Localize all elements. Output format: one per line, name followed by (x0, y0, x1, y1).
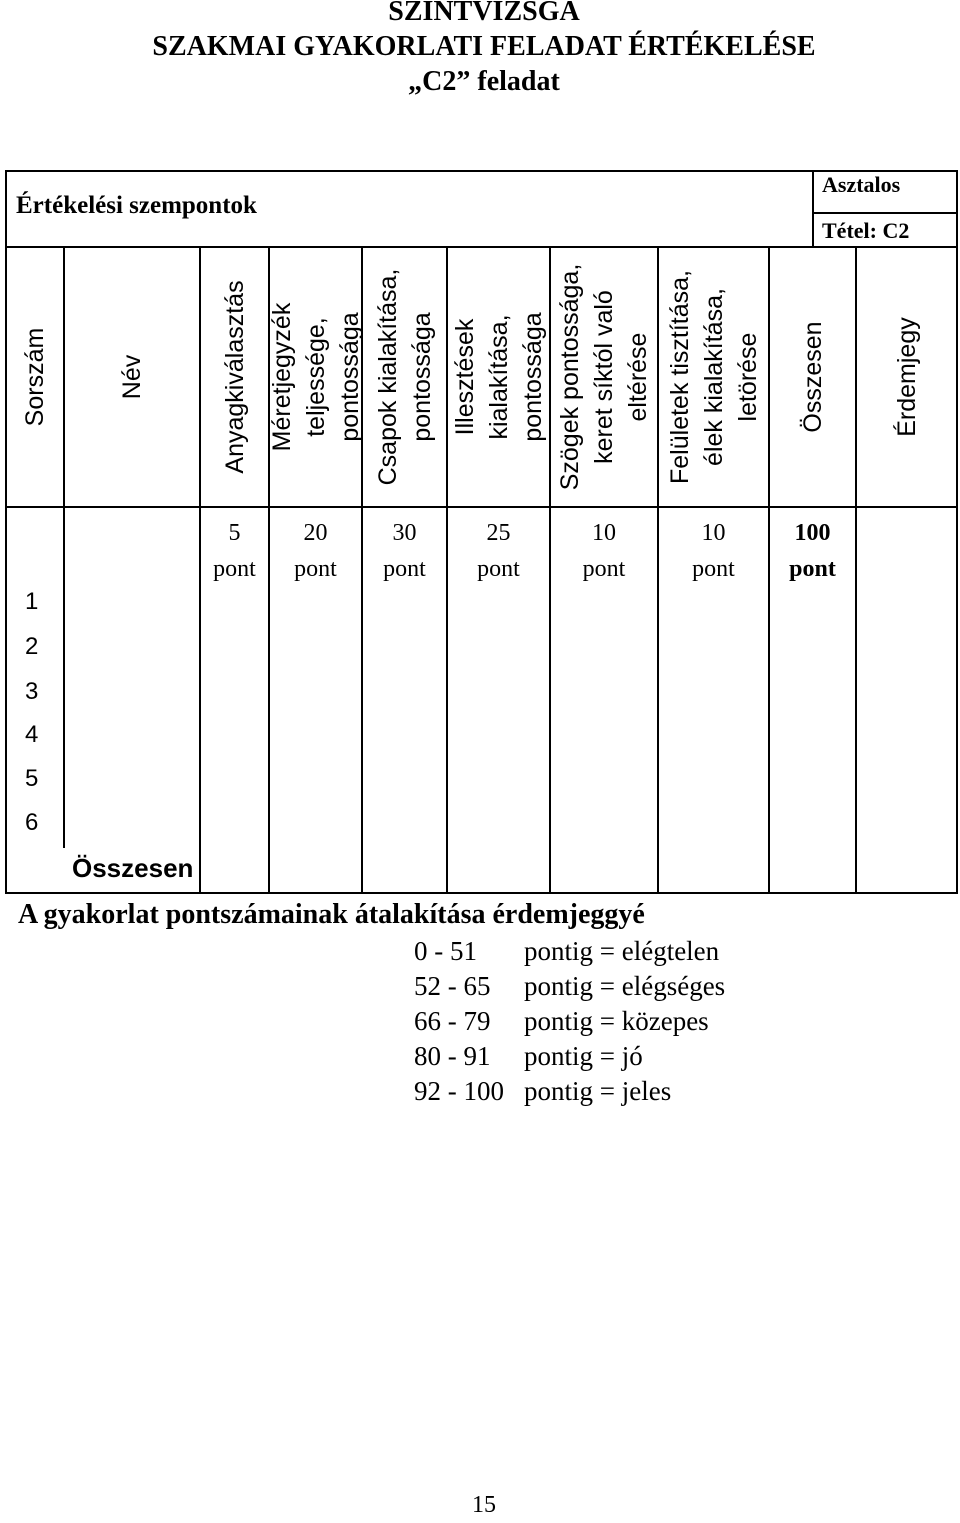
points-total: 100 pont (789, 520, 836, 582)
row-number: 1 (25, 588, 39, 615)
grade-text: pontig = jó (524, 1041, 643, 1071)
grade-line (414, 1006, 709, 1037)
grade-line (414, 971, 725, 1002)
grade-text: pontig = elégtelen (524, 936, 720, 966)
doc-title-line3: „C2” feladat (408, 66, 560, 97)
grade-range: 66 - 79 (414, 1006, 491, 1036)
grade-text: pontig = jeles (524, 1076, 672, 1106)
grade-line (414, 1076, 671, 1107)
column-header-nev: Név (118, 354, 146, 400)
row-number: 6 (25, 809, 39, 836)
grade-text: pontig = elégséges (524, 971, 726, 1001)
points-csapok: 30 pont (383, 520, 426, 582)
grade-range: 80 - 91 (414, 1041, 491, 1071)
points-szogek: 10 pont (582, 520, 626, 582)
column-header-meretjegyzek: Méretjegyzék teljessége, pontossága (267, 302, 364, 452)
column-header-feluletek: Felületek tisztítása, élek kialakítása, letörése (665, 270, 762, 484)
conversion-title: A gyakorlat pontszámainak átalakítása érdemjeggyé (18, 899, 645, 930)
doc-title-line2: SZAKMAI GYAKORLATI FELADAT ÉRTÉKELÉSE (152, 31, 816, 62)
row-number: 3 (25, 678, 39, 705)
row-number: 5 (25, 765, 39, 792)
row-number: 2 (25, 633, 39, 660)
column-header-csapok: Csapok kialakítása, pontossága (373, 268, 436, 486)
points-illesztesek: 25 pont (477, 520, 520, 582)
points-feluletek: 10 pont (692, 520, 735, 582)
trade-label: Asztalos (822, 172, 901, 197)
column-header-anyagkivalasztas: Anyagkiválasztás (220, 280, 249, 474)
column-header-osszesen: Összesen (798, 321, 827, 433)
column-header-illesztesek: Illesztések kialakítása, pontossága (450, 312, 547, 442)
points-anyagkivalasztas: 5 pont (213, 520, 256, 582)
total-row-label: Összesen (72, 853, 194, 883)
grade-line (414, 936, 719, 967)
column-header-sorszam: Sorszám (21, 327, 49, 427)
grade-line (414, 1041, 643, 1072)
criteria-label: Értékelési szempontok (16, 192, 257, 219)
column-header-szogek: Szögek pontossága, keret síktól való eltérése (556, 263, 652, 491)
page-number: 15 (472, 1492, 496, 1518)
grade-range: 52 - 65 (414, 971, 491, 1001)
task-label: Tétel: C2 (822, 218, 910, 243)
points-meretjegyzek: 20 pont (294, 520, 337, 582)
grade-text: pontig = közepes (524, 1006, 709, 1036)
column-header-erdemjegy: Érdemjegy (892, 317, 921, 437)
grade-range: 92 - 100 (414, 1076, 504, 1106)
row-number: 4 (25, 721, 39, 748)
doc-title-line1: SZINTVIZSGA (388, 0, 580, 27)
grade-range: 0 - 51 (414, 936, 477, 966)
